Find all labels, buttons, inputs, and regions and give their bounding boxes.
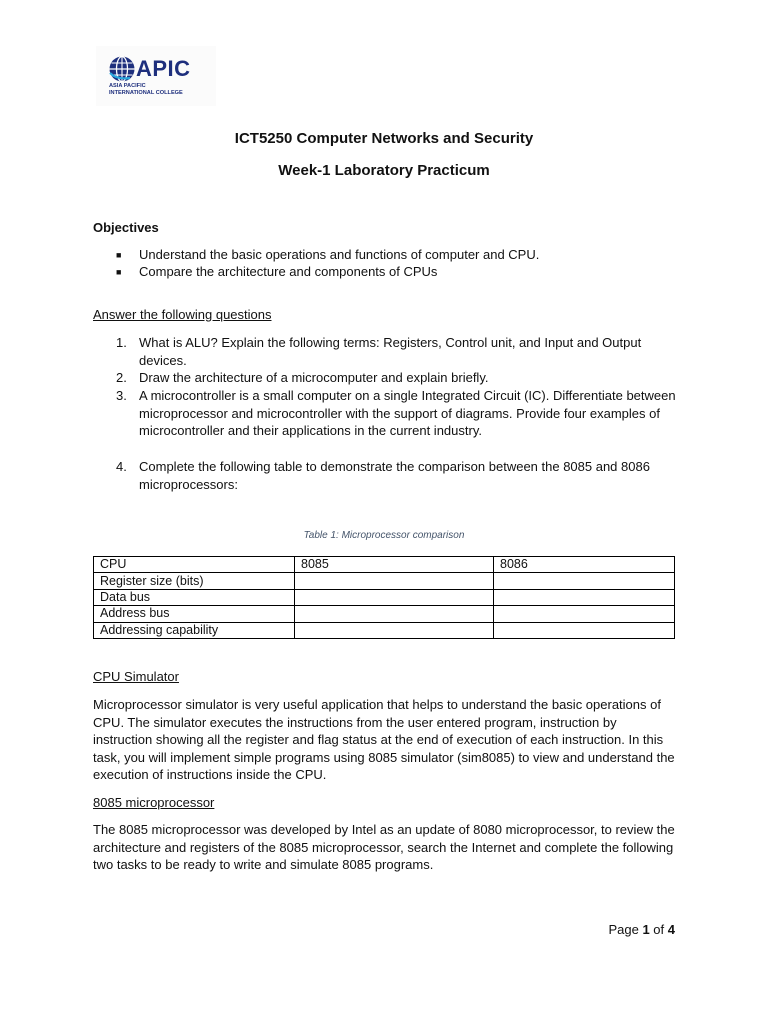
table-cell[interactable] [494,606,675,622]
table-cell: Data bus [94,589,295,605]
week-title: Week-1 Laboratory Practicum [278,162,490,179]
table-header-row [94,557,675,573]
total-pages: 4 [667,922,675,937]
microprocessor-heading: 8085 microprocessor [93,795,215,810]
table-cell[interactable] [494,573,675,589]
simulator-paragraph: Microprocessor simulator is very useful application that helps to understand the basic operations of CPU. The simulator executes the instructions from the user entered program, instruction by instruction showing all the register and flag status at the end of execution of each instruction. In this task, you will implement simple programs using 8085 simulator (sim8085) to view and understand the execution of instructions inside the CPU. [93,697,675,782]
page-number [608,921,675,939]
course-title: ICT5250 Computer Networks and Security [234,130,534,147]
question-text: Complete the following table to demonstrate the comparison between the 8085 and 8086 microprocessors: [139,459,650,492]
of-word: of [653,922,665,937]
bullet-icon: ■ [116,250,122,260]
table-header-cell: CPU [94,557,295,573]
table-row [94,606,675,622]
table-header-cell: 8086 [494,557,675,573]
microprocessor-paragraph: The 8085 microprocessor was developed by Intel as an update of 8080 microprocessor, to review the architecture and registers of the 8085 microprocessor, search the Internet and complete the following two tasks to be ready to write and simulate 8085 programs. [93,822,675,872]
comparison-table [93,556,675,639]
question-text: What is ALU? Explain the following terms: Registers, Control unit, and Input and Output devices. [139,335,642,368]
question-number: 3. [116,388,127,403]
table-cell: Addressing capability [94,622,295,638]
table-cell[interactable] [295,573,494,589]
simulator-heading: CPU Simulator [93,669,179,684]
questions-heading: Answer the following questions [93,307,272,322]
page-word: Page [608,922,639,937]
current-page: 1 [642,922,650,937]
table-cell: Register size (bits) [94,573,295,589]
table-row [94,622,675,638]
objective-item: Compare the architecture and components of CPUs [139,264,438,279]
table-row [94,573,675,589]
table-cell[interactable] [295,589,494,605]
question-number: 1. [116,335,127,350]
table-cell[interactable] [494,589,675,605]
table-header-cell: 8085 [295,557,494,573]
question-number: 4. [116,459,127,474]
table-cell[interactable] [494,622,675,638]
bullet-icon: ■ [116,267,122,277]
question-text: A microcontroller is a small computer on a single Integrated Circuit (IC). Differentiate between microprocessor and microcontroller with the support of diagrams. Provide four examples of microcontroller and their applications in the current industry. [139,388,676,438]
question-number: 2. [116,370,127,385]
logo-subtitle-line-1: ASIA PACIFIC [109,83,146,89]
table-cell: Address bus [94,606,295,622]
table-caption: Table 1: Microprocessor comparison [303,530,465,541]
logo-subtitle-line-2: INTERNATIONAL COLLEGE [109,89,183,96]
apic-logo [96,46,216,106]
globe-icon [108,55,136,83]
question-text: Draw the architecture of a microcomputer and explain briefly. [139,370,489,385]
table-cell[interactable] [295,622,494,638]
objective-item: Understand the basic operations and functions of computer and CPU. [139,247,540,262]
logo-wordmark: APIC [136,56,191,81]
logo-subtitle [109,83,183,96]
table-row [94,589,675,605]
objectives-heading: Objectives [93,220,159,235]
table-cell[interactable] [295,606,494,622]
